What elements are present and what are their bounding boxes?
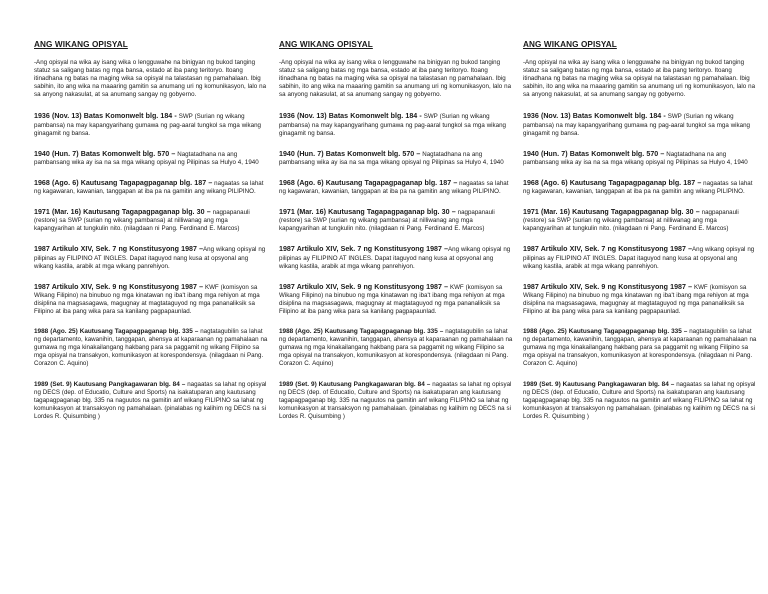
entry-paragraph xyxy=(279,112,513,137)
entry-body: Nagtatadhana na ang pambansang wika ay isa na sa mga wikang opisyal ng Pilipinas sa Hulyo 4, 1940 xyxy=(279,150,504,166)
entry-heading: 1971 (Mar. 16) Kautusang Tagapagpaganap blg. 30 – xyxy=(34,208,211,217)
entry-body: nagtatagubilin sa lahat ng departamento, kawanihin, tanggapan, ahensya at kaparaanan ng pamahalaan na gumawa ng mga kinakailangang hakbang para sa paggamit ng wikang Filipino sa mga opisyal na transakyon, komunikasyon at korespondensya. (nilagdaan ni Pang. Corazon C. Aquino) xyxy=(279,328,513,368)
section-title: ANG WIKANG OPISYAL xyxy=(34,40,128,49)
entry-paragraph xyxy=(523,112,757,137)
entry-heading: 1936 (Nov. 13) Batas Komonwelt blg. 184 - xyxy=(523,112,666,121)
entry-heading: 1936 (Nov. 13) Batas Komonwelt blg. 184 - xyxy=(279,112,422,121)
entry-body: Nagtatadhana na ang pambansang wika ay isa na sa mga wikang opisyal ng Pilipinas sa Hulyo 4, 1940 xyxy=(34,150,259,166)
entry-body: nagpapanauli (restore) sa SWP (surian ng wikang pambansa) at nilliwanag ang mga kapangyarihan at tungkulin nito. (nilagdaan ni Pang. Ferdinand E. Marcos) xyxy=(34,209,250,233)
entry-body: nagtatagubilin sa lahat ng departamento, kawanihin, tanggapan, ahensya at kaparaanan ng pamahalaan na gumawa ng mga kinakailangang hakbang para sa paggamit ng wikang Filipino sa mga opisyal na transakyon, komunikasyon at korespondensya. (nilagdaan ni Pang. Corazon C. Aquino) xyxy=(523,328,757,368)
entry-paragraph xyxy=(279,245,513,270)
entry-body: SWP (Surian ng wikang pambansa) na may kapangyarihang gumawa ng pag-aaral tungkol sa mga wikang ginagamit ng bansa. xyxy=(523,113,750,137)
entry-heading: 1940 (Hun. 7) Batas Komonwelt blg. 570 – xyxy=(34,149,176,158)
entry-body: KWF (komisyon sa Wikang Filipino) na binubuo ng mga kinatawan ng iba't ibang mga rehiyon at mga disiplina na magsasagawa, magugnay at magtataguyod ng mga pananaliksik sa Filipino at iba pang wika para sa kanilang pagpapaunlad. xyxy=(34,283,260,315)
entry-body: nagaatas sa lahat ng kagawaran, kawanian, tanggapan at iba pa na gamitin ang wikang PILIPINO. xyxy=(279,179,509,196)
section-title: ANG WIKANG OPISYAL xyxy=(523,40,617,49)
entry-paragraph xyxy=(523,179,757,196)
entry-body: nagaatas sa lahat ng opisyal ng DECS (dep. of Educatio, Culture and Sports) na isakatuparan ang kautusang tagapagpaganap blg. 335 na naguutos na gamitin anf wikang FILIPINO sa lahat ng komunikasyon at transaksyon ng pamahalaan. (pinalabas ng kalihim ng DECS na si Lordes R. Quisumbing ) xyxy=(34,380,267,420)
entry-body: nagaatas sa lahat ng kagawaran, kawanian, tanggapan at iba pa na gamitin ang wikang PILIPINO. xyxy=(34,179,264,196)
entry-heading: 1987 Artikulo XIV, Sek. 7 ng Konstitusyong 1987 – xyxy=(279,245,449,254)
entry-body: nagtatagubilin sa lahat ng departamento, kawanihin, tanggapan, ahensya at kaparaanan ng pamahalaan na gumawa ng mga kinakailangang hakbang para sa paggamit ng wikang Filipino sa mga opisyal na transakyon, komunikasyon at korespondensya. (nilagdaan ni Pang. Corazon C. Aquino) xyxy=(34,328,268,368)
entry-body: KWF (komisyon sa Wikang Filipino) na binubuo ng mga kinatawan ng iba't ibang mga rehiyon at mga disiplina na magsasagawa, magugnay at magtataguyod ng mga pananaliksik sa Filipino at iba pang wika para sa kanilang pagpapaunlad. xyxy=(523,283,749,315)
entry-heading: 1968 (Ago. 6) Kautusang Tagapagpaganap blg. 187 – xyxy=(523,178,702,187)
entry-paragraph xyxy=(279,150,513,167)
entry-heading: 1971 (Mar. 16) Kautusang Tagapagpaganap blg. 30 – xyxy=(523,208,700,217)
entry-paragraph xyxy=(34,245,268,270)
entry-paragraph xyxy=(523,208,757,233)
entry-body: Ang wikang opisyal ng pilipinas ay FILIPINO AT INGLES. Dapat itaguyod nang kusa at opsyonal ang wikang kastila, arabik at mga wikang panrehiyon. xyxy=(523,246,755,270)
entry-heading: 1988 (Ago. 25) Kautusang Tagapagpaganap blg. 335 – xyxy=(523,328,688,336)
entry-paragraph xyxy=(34,208,268,233)
entry-body: nagaatas sa lahat ng opisyal ng DECS (dep. of Educatio, Culture and Sports) na isakatuparan ang kautusang tagapagpaganap blg. 335 na naguutos na gamitin anf wikang FILIPINO sa lahat ng komunikasyon at transaksyon ng pamahalaan. (pinalabas ng kalihim ng DECS na si Lordes R. Quisumbing ) xyxy=(523,380,756,420)
entry-paragraph xyxy=(523,283,757,316)
entry-heading: 1988 (Ago. 25) Kautusang Tagapagpaganap blg. 335 – xyxy=(34,328,199,336)
entry-paragraph xyxy=(34,150,268,167)
entry-paragraph xyxy=(279,208,513,233)
entry-paragraph xyxy=(279,179,513,196)
entry-heading: 1987 Artikulo XIV, Sek. 7 ng Konstitusyong 1987 – xyxy=(34,245,204,254)
entry-paragraph xyxy=(34,283,268,316)
entry-paragraph xyxy=(523,381,757,421)
entry-body: nagpapanauli (restore) sa SWP (surian ng wikang pambansa) at nilliwanag ang mga kapangyarihan at tungkulin nito. (nilagdaan ni Pang. Ferdinand E. Marcos) xyxy=(279,209,495,233)
intro-paragraph: -Ang opisyal na wika ay isang wika o lengguwahe na binigyan ng bukod tanging statuz sa saligang batas ng mga bansa, estado at iba pang teritoryo. Itoang itinadhana ng batas na maging wika sa opisyal na talastasan ng pamahalaan. Ibig sabihin, ito ang wika na maaaring gamitin sa anumang uri ng komunikasyon, lalo na sa anyong nakasulat, at sa anumang sangay ng gobyerno. xyxy=(523,59,756,99)
column-3 xyxy=(523,40,757,433)
entry-paragraph xyxy=(523,245,757,270)
entry-paragraph xyxy=(34,328,268,368)
entry-paragraph xyxy=(279,328,513,368)
intro-paragraph: -Ang opisyal na wika ay isang wika o lengguwahe na binigyan ng bukod tanging statuz sa saligang batas ng mga bansa, estado at iba pang teritoryo. Itoang itinadhana ng batas na maging wika sa opisyal na talastasan ng pamahalaan. Ibig sabihin, ito ang wika na maaaring gamitin sa anumang uri ng komunikasyon, lalo na sa anyong nakasulat, at sa anumang sangay ng gobyerno. xyxy=(279,59,512,99)
entry-heading: 1968 (Ago. 6) Kautusang Tagapagpaganap blg. 187 – xyxy=(34,178,213,187)
entry-heading: 1987 Artikulo XIV, Sek. 9 ng Konstitusyong 1987 – xyxy=(279,282,449,291)
entry-body: Ang wikang opisyal ng pilipinas ay FILIPINO AT INGLES. Dapat itaguyod nang kusa at opsyonal ang wikang kastila, arabik at mga wikang panrehiyon. xyxy=(279,246,511,270)
entry-heading: 1987 Artikulo XIV, Sek. 9 ng Konstitusyong 1987 – xyxy=(34,282,204,291)
entry-body: nagaatas sa lahat ng kagawaran, kawanian, tanggapan at iba pa na gamitin ang wikang PILIPINO. xyxy=(523,179,753,196)
entry-paragraph xyxy=(523,328,757,368)
entry-heading: 1989 (Set. 9) Kautusang Pangkagawaran blg. 84 – xyxy=(523,380,675,388)
entry-heading: 1936 (Nov. 13) Batas Komonwelt blg. 184 - xyxy=(34,112,177,121)
entry-body: nagpapanauli (restore) sa SWP (surian ng wikang pambansa) at nilliwanag ang mga kapangyarihan at tungkulin nito. (nilagdaan ni Pang. Ferdinand E. Marcos) xyxy=(523,209,739,233)
entry-body: SWP (Surian ng wikang pambansa) na may kapangyarihang gumawa ng pag-aaral tungkol sa mga wikang ginagamit ng bansa. xyxy=(279,113,506,137)
entry-heading: 1987 Artikulo XIV, Sek. 9 ng Konstitusyong 1987 – xyxy=(523,282,693,291)
entry-heading: 1971 (Mar. 16) Kautusang Tagapagpaganap blg. 30 – xyxy=(279,208,456,217)
entry-body: SWP (Surian ng wikang pambansa) na may kapangyarihang gumawa ng pag-aaral tungkol sa mga wikang ginagamit ng bansa. xyxy=(34,113,261,137)
entry-heading: 1987 Artikulo XIV, Sek. 7 ng Konstitusyong 1987 – xyxy=(523,245,693,254)
entry-paragraph xyxy=(34,381,268,421)
entry-paragraph xyxy=(34,179,268,196)
entry-heading: 1989 (Set. 9) Kautusang Pangkagawaran blg. 84 – xyxy=(34,380,186,388)
entry-heading: 1968 (Ago. 6) Kautusang Tagapagpaganap blg. 187 – xyxy=(279,178,458,187)
entry-heading: 1989 (Set. 9) Kautusang Pangkagawaran blg. 84 – xyxy=(279,380,431,388)
column-1 xyxy=(34,40,268,433)
entry-paragraph xyxy=(34,112,268,137)
column-2 xyxy=(279,40,513,433)
entry-paragraph xyxy=(279,283,513,316)
section-title: ANG WIKANG OPISYAL xyxy=(279,40,373,49)
entry-heading: 1940 (Hun. 7) Batas Komonwelt blg. 570 – xyxy=(523,149,665,158)
entry-body: Ang wikang opisyal ng pilipinas ay FILIPINO AT INGLES. Dapat itaguyod nang kusa at opsyonal ang wikang kastila, arabik at mga wikang panrehiyon. xyxy=(34,246,266,270)
entry-paragraph xyxy=(523,150,757,167)
intro-paragraph: -Ang opisyal na wika ay isang wika o lengguwahe na binigyan ng bukod tanging statuz sa saligang batas ng mga bansa, estado at iba pang teritoryo. Itoang itinadhana ng batas na maging wika sa opisyal na talastasan ng pamahalaan. Ibig sabihin, ito ang wika na maaaring gamitin sa anumang uri ng komunikasyon, lalo na sa anyong nakasulat, at sa anumang sangay ng gobyerno. xyxy=(34,59,267,99)
entry-body: KWF (komisyon sa Wikang Filipino) na binubuo ng mga kinatawan ng iba't ibang mga rehiyon at mga disiplina na magsasagawa, magugnay at magtataguyod ng mga pananaliksik sa Filipino at iba pang wika para sa kanilang pagpapaunlad. xyxy=(279,283,505,315)
entry-paragraph xyxy=(279,381,513,421)
entry-body: Nagtatadhana na ang pambansang wika ay isa na sa mga wikang opisyal ng Pilipinas sa Hulyo 4, 1940 xyxy=(523,150,748,166)
entry-heading: 1940 (Hun. 7) Batas Komonwelt blg. 570 – xyxy=(279,149,421,158)
entry-heading: 1988 (Ago. 25) Kautusang Tagapagpaganap blg. 335 – xyxy=(279,328,444,336)
entry-body: nagaatas sa lahat ng opisyal ng DECS (dep. of Educatio, Culture and Sports) na isakatuparan ang kautusang tagapagpaganap blg. 335 na naguutos na gamitin anf wikang FILIPINO sa lahat ng komunikasyon at transaksyon ng pamahalaan. (pinalabas ng kalihim ng DECS na si Lordes R. Quisumbing ) xyxy=(279,380,512,420)
